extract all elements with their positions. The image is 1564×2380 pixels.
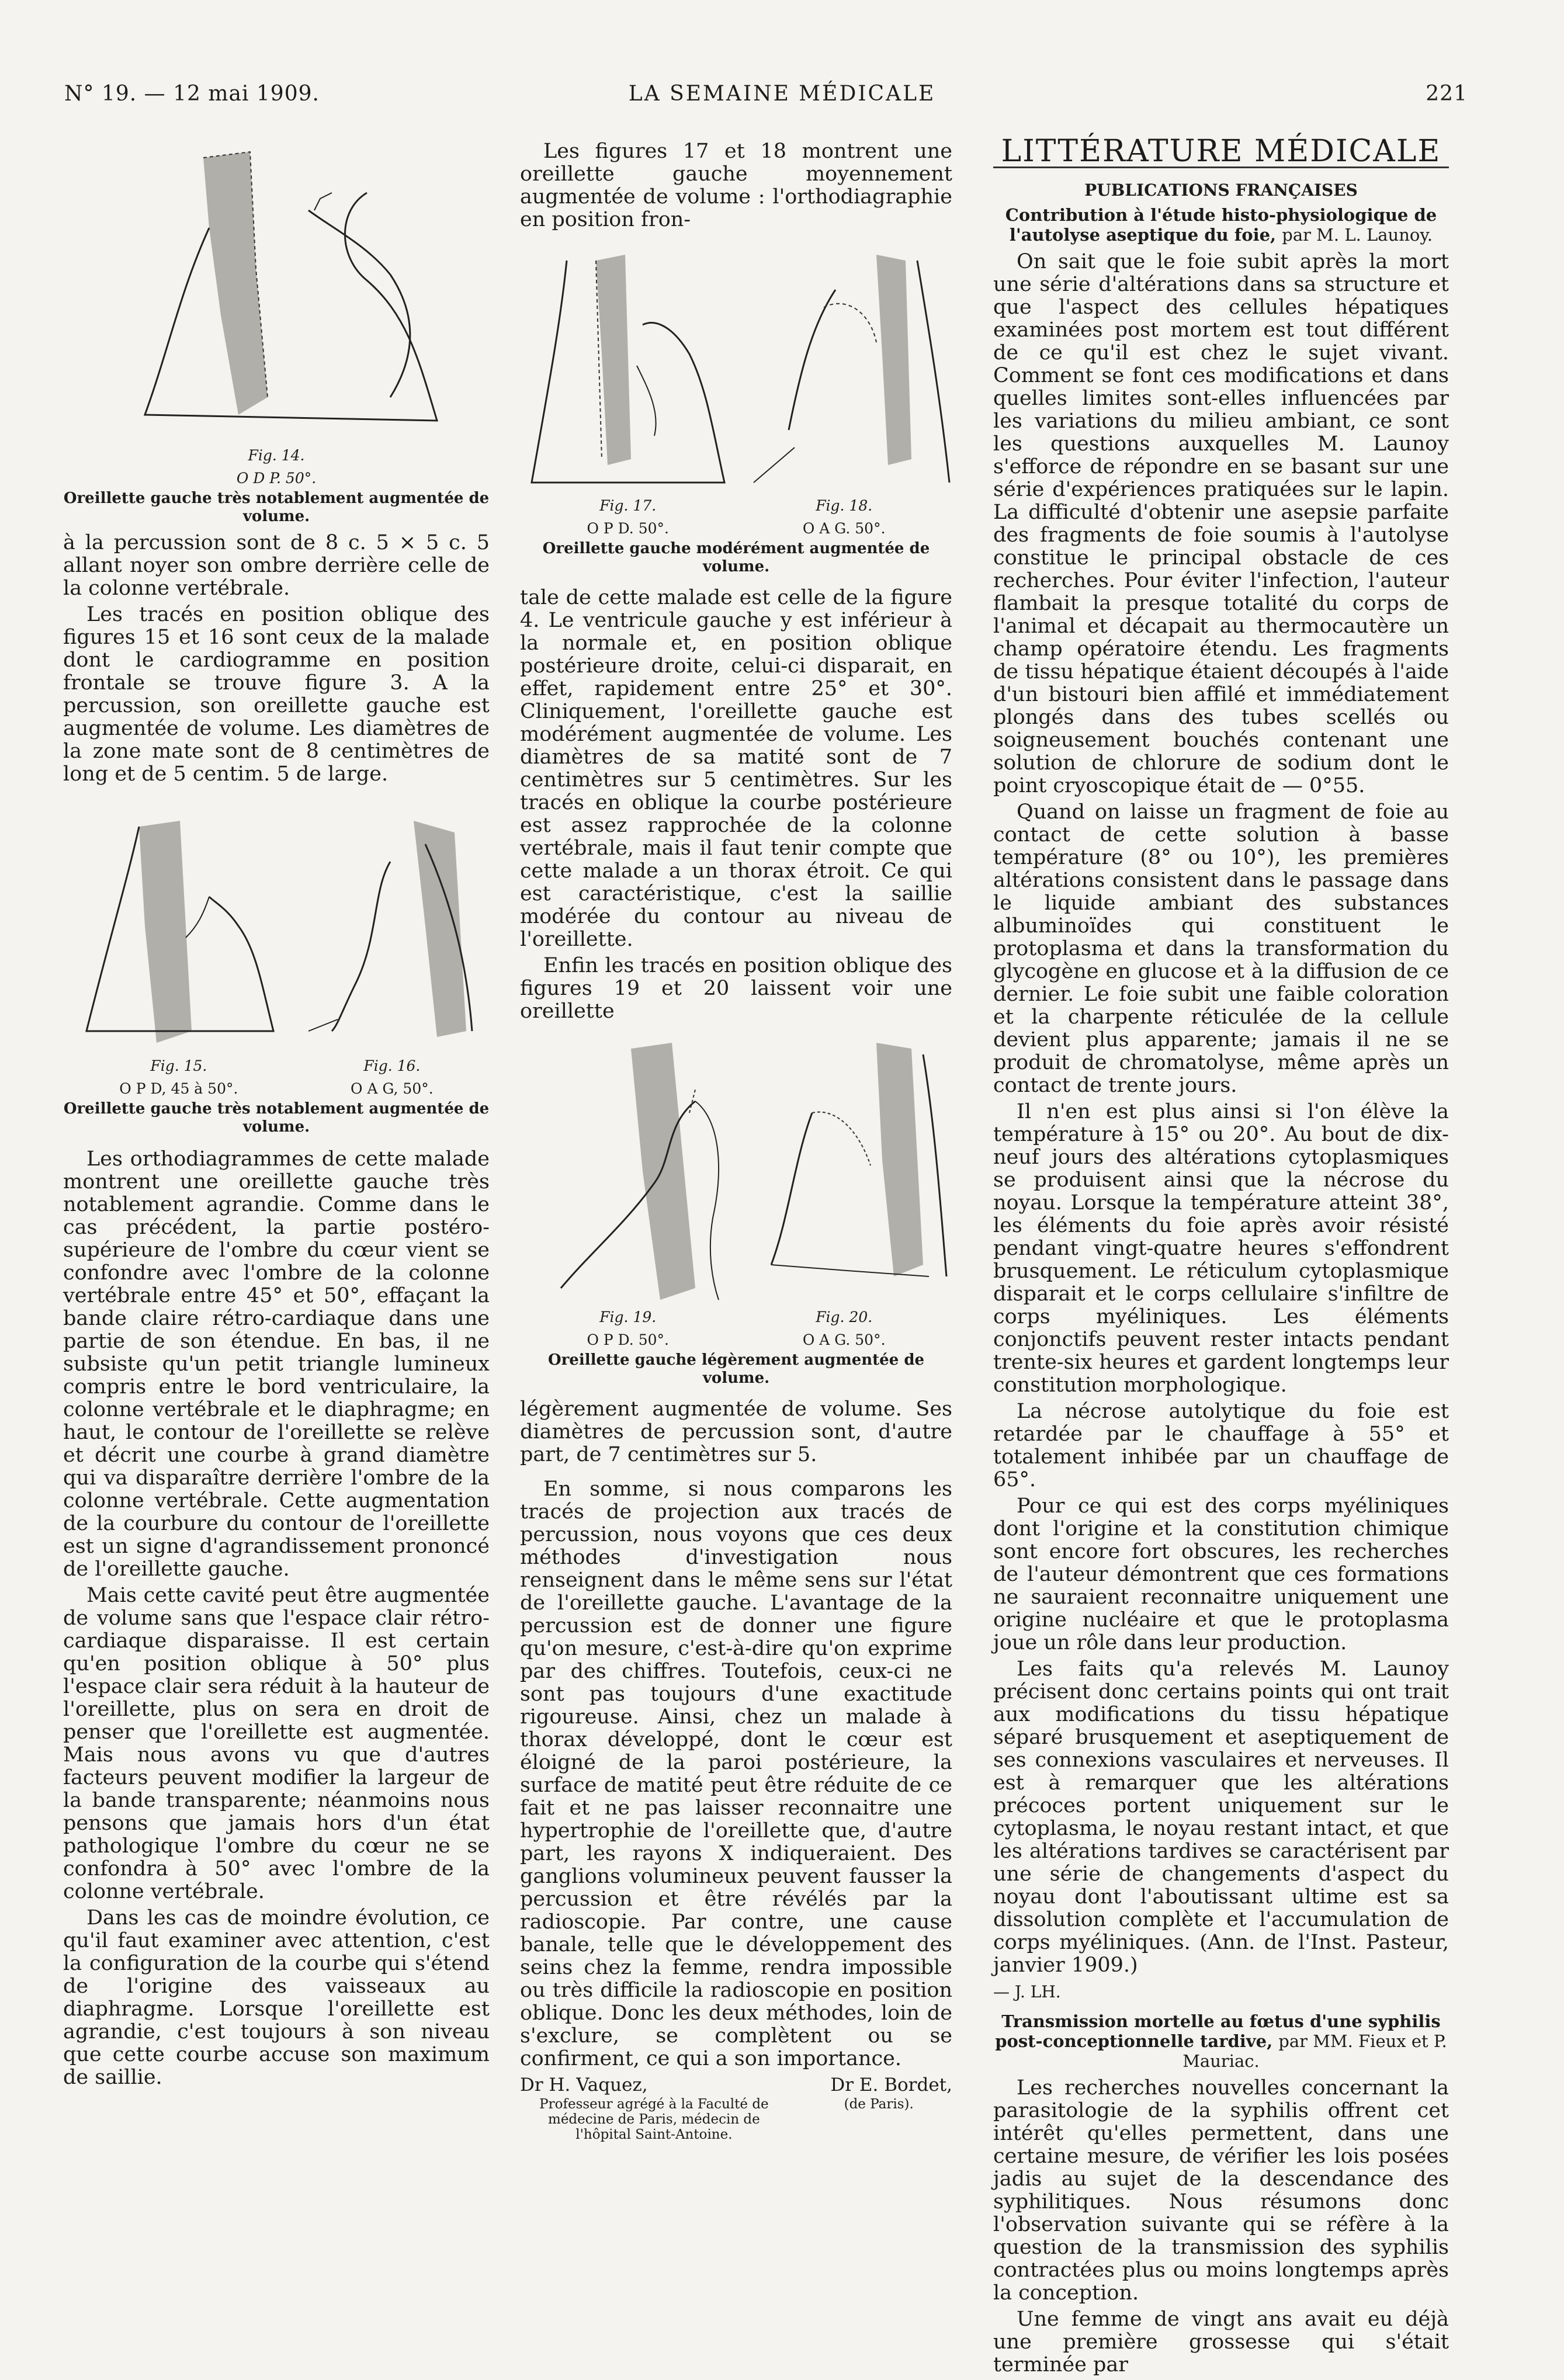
figure-14-label: Fig. 14. bbox=[248, 447, 305, 464]
col2-paragraph-2: tale de cette malade est celle de la figure 4. Le ventricule gauche y est inférieur à la normale et, en position oblique postérieure droite, celui-ci disparait, en effet, rapidement entre 25° et 30°. Cliniquement, l'oreillette gauche est modérément augmentée de volume. Les diamètres de sa matité sont de 7 centimètres sur 5 centimètres. Sur les tracés en oblique la courbe postérieure est assez rapprochée de la colonne vertébrale, mais il faut tenir compte que cette malade a un thorax étroit. Ce qui est caractéristique, c'est la saillie modérée du contour au niveau de l'oreillette. bbox=[520, 586, 952, 951]
figure-15-label: Fig. 15. bbox=[150, 1057, 207, 1074]
figure-15-sub: O P D, 45 à 50°. bbox=[119, 1080, 238, 1097]
article-1-paragraph-6: Les faits qu'a relevés M. Launoy précisent donc certains points qui ont trait aux modifications du tissu hépatique séparé brusquement et aseptiquement de ses connexions vasculaires et nerveuses. Il est à remarquer que les altérations précoces portent uniquement sur le cytoplasma, le noyau restant intact, et que les altérations tardives se caractérisent par une série de changements d'aspect du noyau dont l'aboutissant ultime est sa dissolution complète et l'accumulation de corps myéliniques. (Ann. de l'Inst. Pasteur, janvier 1909.) bbox=[993, 1657, 1449, 1977]
figure-16-sub: O A G, 50°. bbox=[351, 1080, 434, 1097]
column-2 bbox=[520, 140, 952, 2142]
signature-bordet: Dr E. Bordet, bbox=[830, 2074, 952, 2095]
col1-paragraph-3: Les orthodiagrammes de cette malade montrent une oreillette gauche très notablement agrandie. Comme dans le cas précédent, la partie postéro-supérieure de l'ombre du cœur vient se confondre avec l'ombre de la colonne vertébrale entre 45° et 50°, effaçant la bande claire rétro-cardiaque dans une partie de son étendue. En bas, il ne subsiste qu'un petit triangle lumineux compris entre le bord ventriculaire, la colonne vertébrale et le diaphragme; en haut, le contour de l'oreillette se relève et décrit une courbe à grand diamètre qui va disparaître derrière l'ombre de la colonne vertébrale. Cette augmentation de la courbure du contour de l'oreillette est un signe d'agrandissement prononcé de l'oreillette gauche. bbox=[63, 1147, 490, 1581]
figure-19-labels bbox=[587, 1306, 669, 1351]
issue-date: N° 19. — 12 mai 1909. bbox=[64, 82, 320, 106]
figure-17-labels bbox=[587, 494, 669, 540]
article-2-paragraph-1: Les recherches nouvelles concernant la parasitologie de la syphilis offrent cet intérêt qu'elles permettent, dans une certaine mesure, de vérifier les lois posées jadis au sujet de la descendance des syphilitiques. Nous résumons donc l'observation suivante qui se réfère à la question de la transmission des syphilis contractées plus ou moins longtemps après la conception. bbox=[993, 2076, 1449, 2305]
figure-17-label: Fig. 17. bbox=[599, 497, 657, 514]
col2-paragraph-1: Les figures 17 et 18 montrent une oreillette gauche moyennement augmentée de volume : l'orthodiagraphie en position fron- bbox=[520, 140, 952, 231]
figure-18-labels bbox=[803, 494, 886, 540]
article-2-title-text: Transmission mortelle au fœtus d'une syphilis post-conceptionnelle tardive, bbox=[995, 2011, 1441, 2051]
article-1-paragraph-3: Il n'en est plus ainsi si l'on élève la température à 15° ou 20°. Au bout de dix-neuf jours des altérations cytoplasmiques se produisent ainsi que la nécrose du noyau. Lorsque la température atteint 38°, les éléments du foie après avoir résisté pendant vingt-quatre heures s'effondrent brusquement. Le réticulum cytoplasmique disparait et le corps cellulaire s'infiltre de corps myéliniques. Les éléments conjonctifs peuvent rester intacts pendant trente-six heures et gardent longtemps leur constitution morphologique. bbox=[993, 1100, 1449, 1397]
figure-17-sub: O P D. 50°. bbox=[587, 520, 669, 537]
article-1-title-text: Contribution à l'étude histo-physiologique de l'autolyse aseptique du foie, bbox=[1005, 205, 1437, 245]
figure-16-labels bbox=[351, 1054, 434, 1100]
article-1-author: par M. L. Launoy. bbox=[1282, 225, 1433, 245]
article-1-paragraph-5: Pour ce qui est des corps myéliniques dont l'origine et la constitution chimique sont encore fort obscures, les recherches de l'auteur démontrent que ces formations ne sauraient reconnaitre uniquement une origine nucléaire et que le protoplasma joue un rôle dans leur production. bbox=[993, 1494, 1449, 1654]
figure-20-sub: O A G. 50°. bbox=[802, 1331, 886, 1348]
article-1-paragraph-4: La nécrose autolytique du foie est retardée par le chauffage à 55° et totalement inhibée par un chauffage de 65°. bbox=[993, 1400, 1449, 1491]
figure-20-label: Fig. 20. bbox=[816, 1309, 873, 1326]
figure-19-20-caption: Oreillette gauche légèrement augmentée de volume. bbox=[547, 1351, 925, 1387]
figure-19-20-drawing bbox=[520, 1031, 952, 1306]
figure-19-sub: O P D. 50°. bbox=[587, 1331, 669, 1348]
figure-20-labels bbox=[803, 1306, 886, 1351]
article-1-signature: — J. LH. bbox=[993, 1982, 1061, 2001]
col1-paragraph-1: à la percussion sont de 8 c. 5 ⨯ 5 c. 5 allant noyer son ombre derrière celle de la colonne vertébrale. bbox=[63, 531, 490, 600]
figure-16-label: Fig. 16. bbox=[363, 1057, 421, 1074]
signature-vaquez-detail: Professeur agrégé à la Faculté de médecine de Paris, médecin de l'hôpital Saint-Antoine. bbox=[539, 2097, 769, 2142]
figure-15-16-caption: Oreillette gauche très notablement augmentée de volume. bbox=[63, 1100, 490, 1136]
signature-bordet-detail: (de Paris). bbox=[844, 2097, 914, 2112]
signature-details bbox=[520, 2097, 952, 2142]
figure-14-sub: O D P. 50°. bbox=[236, 470, 317, 487]
signatures bbox=[520, 2074, 952, 2097]
figure-18-sub: O A G. 50°. bbox=[802, 520, 886, 537]
article-2-title bbox=[993, 2011, 1449, 2071]
page-number: 221 bbox=[1426, 82, 1468, 106]
column-1 bbox=[63, 140, 490, 2093]
col2-paragraph-5: En somme, si nous comparons les tracés de projection aux tracés de percussion, nous voyons que ces deux méthodes d'investigation nous renseignent dans le même sens sur l'état de l'oreillette gauche. L'avantage de la percussion est de donner une figure qu'on mesure, c'est-à-dire qu'on exprime par des chiffres. Toutefois, ceux-ci ne sont pas toujours d'une exactitude rigoureuse. Ainsi, chez un malade à thorax développé, dont le cœur est éloigné de la paroi postérieure, la surface de matité peut être réduite de ce fait et ne pas laisser reconnaitre une hypertrophie de l'oreillette que, d'autre part, les rayons X indiqueraient. Des ganglions volumineux peuvent fausser la percussion et être révélés par la radioscopie. Par contre, une cause banale, telle que le développement des seins chez la femme, rendra impossible ou très difficile la radioscopie en position oblique. Donc les deux méthodes, loin de s'exclure, se complètent ou se confirment, ce qui a son importance. bbox=[520, 1477, 952, 2070]
col2-paragraph-3: Enfin les tracés en position oblique des figures 19 et 20 laissent voir une oreillette bbox=[520, 954, 952, 1023]
figure-17-18-caption: Oreillette gauche modérément augmentée de volume. bbox=[542, 540, 930, 575]
figure-19-label: Fig. 19. bbox=[599, 1309, 657, 1326]
figure-15-16-drawing bbox=[63, 809, 490, 1054]
article-1-paragraph-1: On sait que le foie subit après la mort une série d'altérations dans sa structure et que l'aspect des cellules hépatiques examinées post mortem est tout différent de ce qu'il est chez le sujet vivant. Comment se font ces modifications et dans quelles limites sont-elles influencées par les variations du milieu ambiant, ce sont les questions auxquelles M. Launoy s'efforce de répondre en se basant sur une série d'expériences pratiquées sur le lapin. La difficulté d'obtenir une asepsie parfaite des fragments de foie soumis à l'autolyse constitue le principal obstacle de ces recherches. Pour éviter l'infection, l'auteur flambait la presque totalité du corps de l'animal et décapait au thermocautère un champ opératoire étendu. Les fragments de tissu hépatique étaient découpés à l'aide d'un bistouri bien affilé et immédiatement plongés dans des tubes scellés ou soigneusement bouchés contenant une solution de chlorure de sodium dont le point cryoscopique était de — 0°55. bbox=[993, 250, 1449, 797]
figure-14-caption: Oreillette gauche très notablement augmentée de volume. bbox=[63, 490, 490, 525]
figure-17-18-drawing bbox=[520, 237, 952, 494]
col1-paragraph-4: Mais cette cavité peut être augmentée de volume sans que l'espace clair rétro-cardiaque disparaisse. Il est certain qu'en position oblique à 50° plus l'espace clair sera réduit à la hauteur de l'oreillette, plus on sera en droit de penser que l'oreillette est augmentée. Mais nous avons vu que d'autres facteurs peuvent modifier la largeur de la bande transparente; néanmoins nous pensons que jamais hors d'un état pathologique l'ombre du cœur ne se confondra à 50° avec l'ombre de la colonne vertébrale. bbox=[63, 1584, 490, 1903]
col2-paragraph-4: légèrement augmentée de volume. Ses diamètres de percussion sont, d'autre part, de 7 centimètres sur 5. bbox=[520, 1397, 952, 1466]
article-1-title bbox=[993, 205, 1449, 245]
signature-vaquez: Dr H. Vaquez, bbox=[520, 2074, 648, 2095]
col1-paragraph-2: Les tracés en position oblique des figures 15 et 16 sont ceux de la malade dont le cardiogramme en position frontale se trouve figure 3. A la percussion, son oreillette gauche est augmentée de volume. Les diamètres de la zone mate sont de 8 centimètres de long et de 5 centim. 5 de large. bbox=[63, 603, 490, 786]
figure-14-drawing bbox=[63, 140, 490, 444]
article-2-author: par MM. Fieux et P. Mauriac. bbox=[1182, 2031, 1447, 2071]
section-title: LITTÉRATURE MÉDICALE bbox=[1001, 134, 1441, 169]
article-2-paragraph-2: Une femme de vingt ans avait eu déjà une première grossesse qui s'était terminée par bbox=[993, 2308, 1449, 2376]
figure-17-18 bbox=[520, 237, 952, 576]
figure-14 bbox=[63, 140, 490, 526]
figure-15-16 bbox=[63, 809, 490, 1136]
figure-19-20 bbox=[520, 1031, 952, 1387]
article-1-paragraph-2: Quand on laisse un fragment de foie au contact de cette solution à basse température (8° ou 10°), les premières altérations consistent dans le passage dans le liquide ambiant des substances albuminoïdes qui constituent le protoplasma et dans la transformation du glycogène en glucose et à la diffusion de ce dernier. Le foie subit une faible coloration et la charpente réticulée de la cellule devient plus apparente; jamais il ne se produit de chromatolyse, même après un contact de trente jours. bbox=[993, 800, 1449, 1097]
journal-title: LA SEMAINE MÉDICALE bbox=[628, 82, 936, 106]
figure-15-labels bbox=[119, 1054, 238, 1100]
column-3 bbox=[993, 134, 1449, 2380]
subsection-title: PUBLICATIONS FRANÇAISES bbox=[1084, 181, 1358, 200]
figure-18-label: Fig. 18. bbox=[816, 497, 873, 514]
col1-paragraph-5: Dans les cas de moindre évolution, ce qu'il faut examiner avec attention, c'est la configuration de la courbe qui s'étend de l'origine des vaisseaux au diaphragme. Lorsque l'oreillette est agrandie, c'est toujours à son niveau que cette courbe accuse son maximum de saillie. bbox=[63, 1906, 490, 2089]
